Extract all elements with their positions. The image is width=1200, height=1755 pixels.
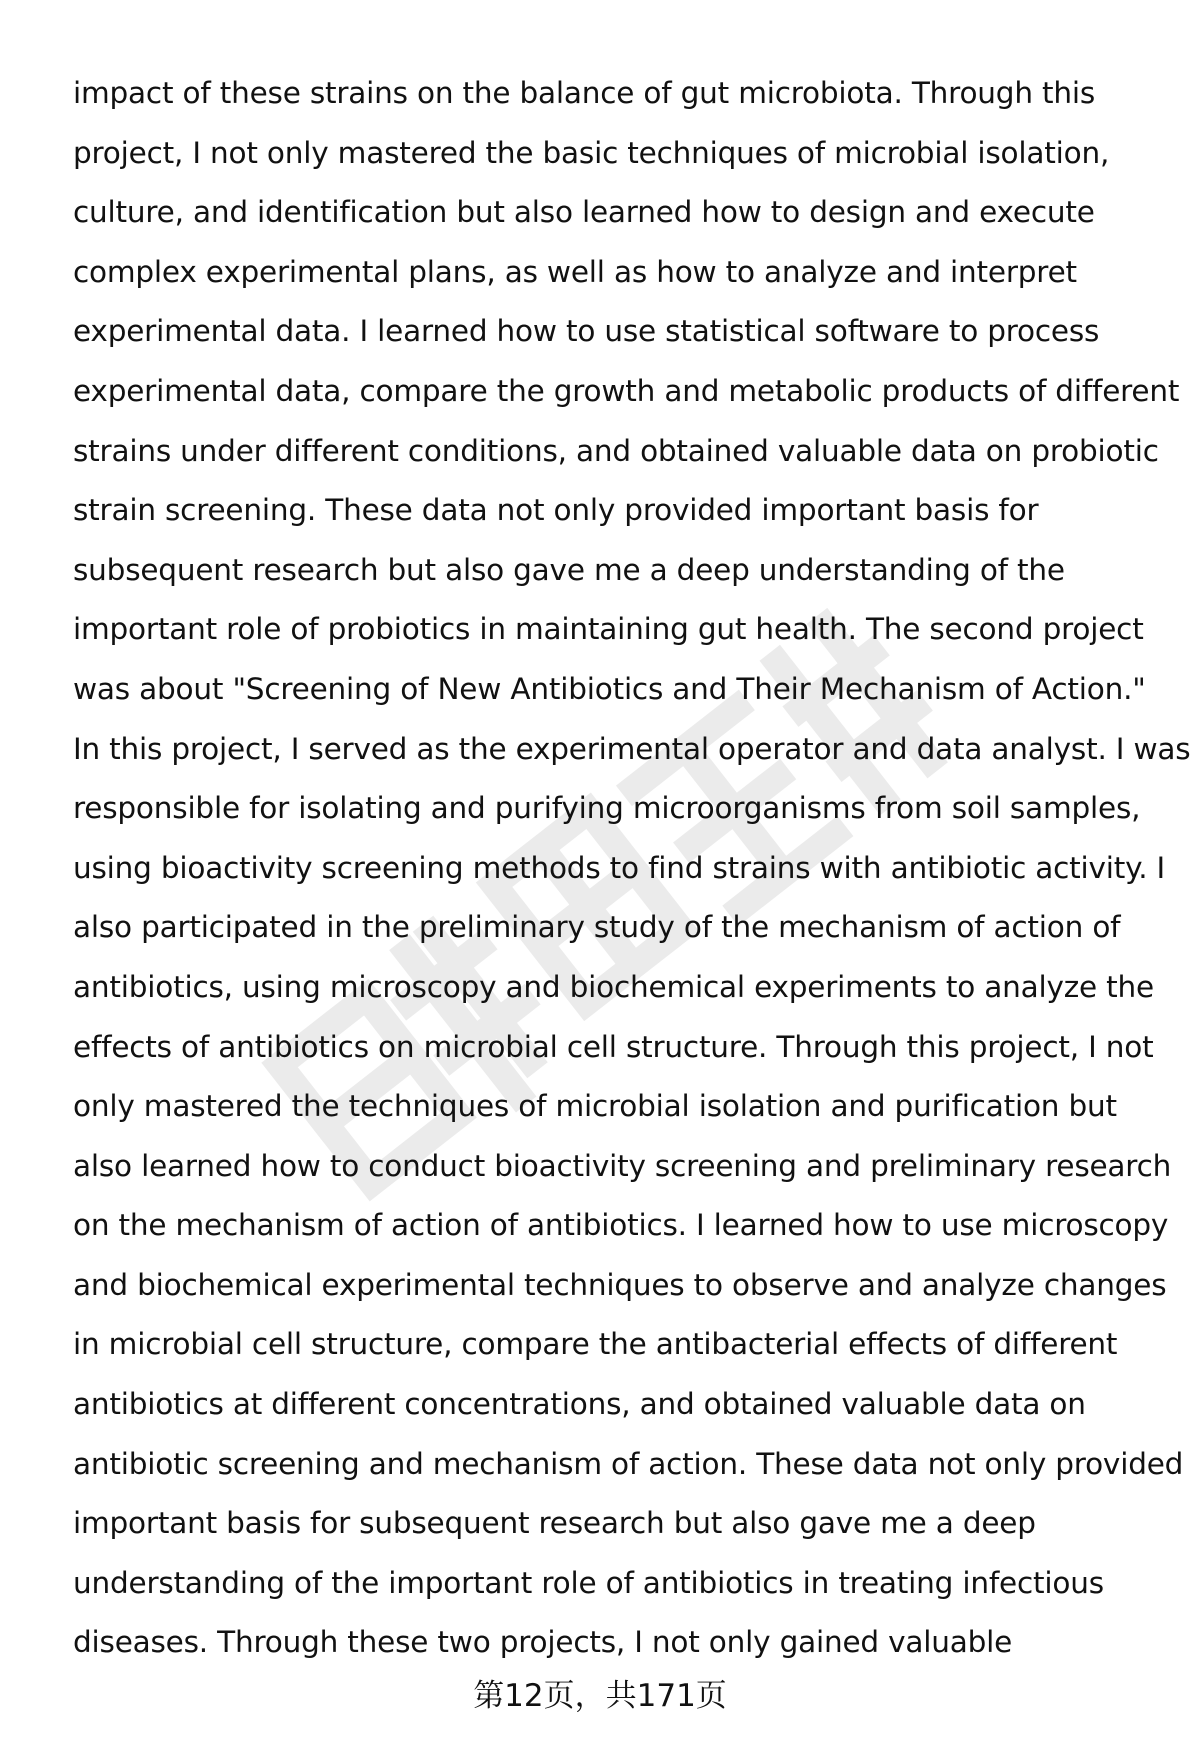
text-line: was about "Screening of New Antibiotics and Their Mechanism of Action." bbox=[73, 671, 1146, 706]
text-line: antibiotics at different concentrations, and obtained valuable data on bbox=[73, 1387, 1086, 1422]
text-line: on the mechanism of action of antibiotics. I learned how to use microscopy bbox=[73, 1208, 1169, 1243]
text-line: only mastered the techniques of microbial isolation and purification but bbox=[73, 1089, 1117, 1124]
text-line: experimental data. I learned how to use statistical software to process bbox=[73, 314, 1100, 349]
text-line: strain screening. These data not only provided important basis for bbox=[73, 493, 1039, 528]
text-line: subsequent research but also gave me a deep understanding of the bbox=[73, 552, 1065, 587]
page-number-footer: 第12页，共171页 bbox=[473, 1678, 727, 1714]
text-line: effects of antibiotics on microbial cell structure. Through this project, I not bbox=[73, 1029, 1154, 1064]
text-line: strains under different conditions, and obtained valuable data on probiotic bbox=[73, 433, 1159, 468]
text-line: also learned how to conduct bioactivity screening and preliminary research bbox=[73, 1148, 1172, 1183]
text-line: important role of probiotics in maintaining gut health. The second project bbox=[73, 612, 1144, 647]
text-line: antibiotic screening and mechanism of action. These data not only provided bbox=[73, 1446, 1184, 1481]
text-line: project, I not only mastered the basic techniques of microbial isolation, bbox=[73, 135, 1110, 170]
text-line: antibiotics, using microscopy and biochemical experiments to analyze the bbox=[73, 969, 1154, 1004]
text-line: understanding of the important role of antibiotics in treating infectious bbox=[73, 1565, 1104, 1600]
text-line: In this project, I served as the experimental operator and data analyst. I was bbox=[73, 731, 1191, 766]
text-line: in microbial cell structure, compare the antibacterial effects of different bbox=[73, 1327, 1118, 1362]
text-line: impact of these strains on the balance of gut microbiota. Through this bbox=[73, 76, 1096, 110]
text-line: culture, and identification but also learned how to design and execute bbox=[73, 195, 1095, 230]
text-line: responsible for isolating and purifying microorganisms from soil samples, bbox=[73, 791, 1141, 826]
text-line: and biochemical experimental techniques to observe and analyze changes bbox=[73, 1267, 1167, 1302]
text-line: diseases. Through these two projects, I not only gained valuable bbox=[73, 1625, 1013, 1660]
text-line: using bioactivity screening methods to find strains with antibiotic activity. I bbox=[73, 850, 1166, 885]
text-line: also participated in the preliminary study of the mechanism of action of bbox=[73, 910, 1121, 945]
text-line: important basis for subsequent research but also gave me a deep bbox=[73, 1506, 1036, 1541]
body-text bbox=[73, 64, 1191, 1673]
text-line: experimental data, compare the growth and metabolic products of different bbox=[73, 373, 1180, 408]
text-line: complex experimental plans, as well as how to analyze and interpret bbox=[73, 254, 1077, 289]
